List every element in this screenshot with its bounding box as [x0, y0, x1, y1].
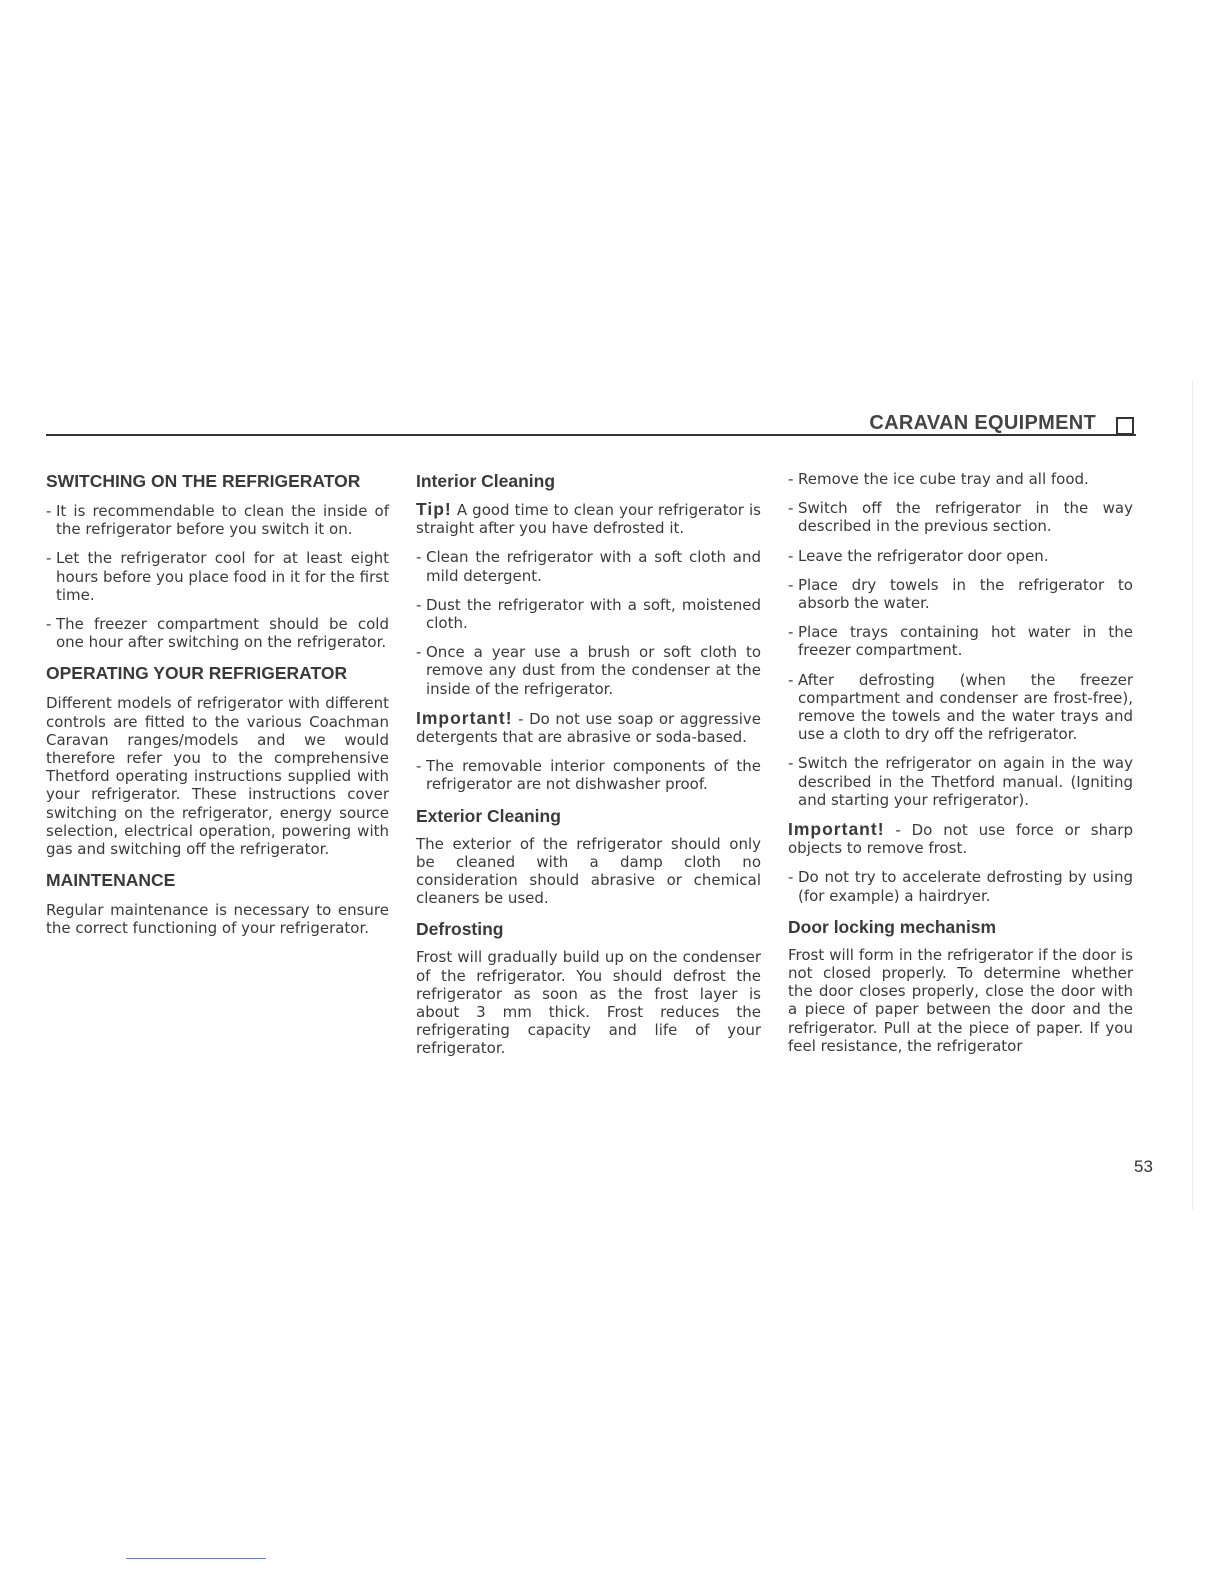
list-item: - Once a year use a brush or soft cloth to remove any dust from the condenser at the inside of the refrigerator. [416, 643, 761, 698]
list-item: - After defrosting (when the freezer compartment and condenser are frost-free), remove the towels and the water trays and use a cloth to dry off the refrigerator. [788, 670, 1133, 744]
footer-line [126, 1558, 266, 1559]
column-2 [416, 470, 761, 1069]
paragraph-maintenance: Regular maintenance is necessary to ensure the correct functioning of your refrigerator. [46, 901, 389, 938]
paragraph-defrosting: Frost will gradually build up on the condenser of the refrigerator. You should defrost the refrigerator as soon as the frost layer is about 3 mm thick. Frost reduces the refrigerating capacity and life of your refrigerator. [416, 948, 761, 1058]
tip-paragraph: Tip! A good time to clean your refrigerator is straight after you have defrosted it. [416, 499, 761, 538]
heading-exterior-cleaning: Exterior Cleaning [416, 805, 561, 826]
heading-door-locking: Door locking mechanism [788, 916, 997, 937]
list-item: - Leave the refrigerator door open. [788, 546, 1049, 565]
list-item: - Switch off the refrigerator in the way described in the previous section. [788, 499, 1133, 536]
heading-interior-cleaning: Interior Cleaning [416, 471, 556, 491]
scan-edge [1192, 380, 1193, 1210]
important-label: Important! [416, 707, 513, 728]
list-item: - It is recommendable to clean the inside of the refrigerator before you switch it on. [46, 502, 389, 539]
list-item: - Let the refrigerator cool for at least eight hours before you place food in it for the first time. [46, 549, 389, 604]
important-paragraph: Important! - Do not use force or sharp objects to remove frost. [788, 819, 1133, 858]
important-label: Important! [788, 819, 885, 840]
paragraph-door-locking: Frost will form in the refrigerator if the door is not closed properly. To determine whether the door closes properly, close the door with a piece of paper between the door and the refrigerator. Pull at the piece of paper. If you feel resistance, the refrigerator [788, 945, 1133, 1055]
column-3 [788, 470, 1133, 1066]
section-title: CARAVAN EQUIPMENT [869, 412, 1096, 434]
page-number: 53 [1134, 1157, 1153, 1176]
paragraph-exterior: The exterior of the refrigerator should only be cleaned with a damp cloth no consideration should abrasive or chemical cleaners be used. [416, 834, 761, 908]
heading-operating: OPERATING YOUR REFRIGERATOR [46, 663, 348, 684]
list-item: - The freezer compartment should be cold one hour after switching on the refrigerator. [46, 615, 389, 652]
heading-maintenance: MAINTENANCE [46, 870, 176, 891]
important-paragraph: Important! - Do not use soap or aggressive detergents that are abrasive or soda-based. [416, 707, 761, 747]
list-item: - The removable interior components of the refrigerator are not dishwasher proof. [416, 757, 761, 794]
heading-switching-on: SWITCHING ON THE REFRIGERATOR [46, 471, 361, 491]
list-item: - Do not try to accelerate defrosting by using (for example) a hairdryer. [788, 868, 1133, 905]
list-item: - Dust the refrigerator with a soft, moistened cloth. [416, 595, 761, 633]
list-item: - Switch the refrigerator on again in the way described in the Thetford manual. (Igniting and starting your refrigerator). [788, 754, 1133, 809]
section-marker-box [1116, 417, 1134, 435]
paragraph-operating: Different models of refrigerator with different controls are fitted to the various Coachman Caravan ranges/models and we would therefore refer you to the comprehensive Thetford operating instructions supplied with your refrigerator. These instructions cover switching on the refrigerator, energy source selection, electrical operation, powering with gas and switching off the refrigerator. [46, 694, 389, 859]
heading-defrosting: Defrosting [416, 919, 504, 940]
tip-label: Tip! [416, 499, 452, 519]
list-item: - Clean the refrigerator with a soft cloth and mild detergent. [416, 548, 761, 585]
header-rule [46, 434, 1136, 436]
list-item: - Remove the ice cube tray and all food. [788, 470, 1089, 488]
list-item: - Place trays containing hot water in the freezer compartment. [788, 623, 1133, 660]
column-1 [46, 470, 389, 949]
list-item: - Place dry towels in the refrigerator to absorb the water. [788, 575, 1133, 613]
